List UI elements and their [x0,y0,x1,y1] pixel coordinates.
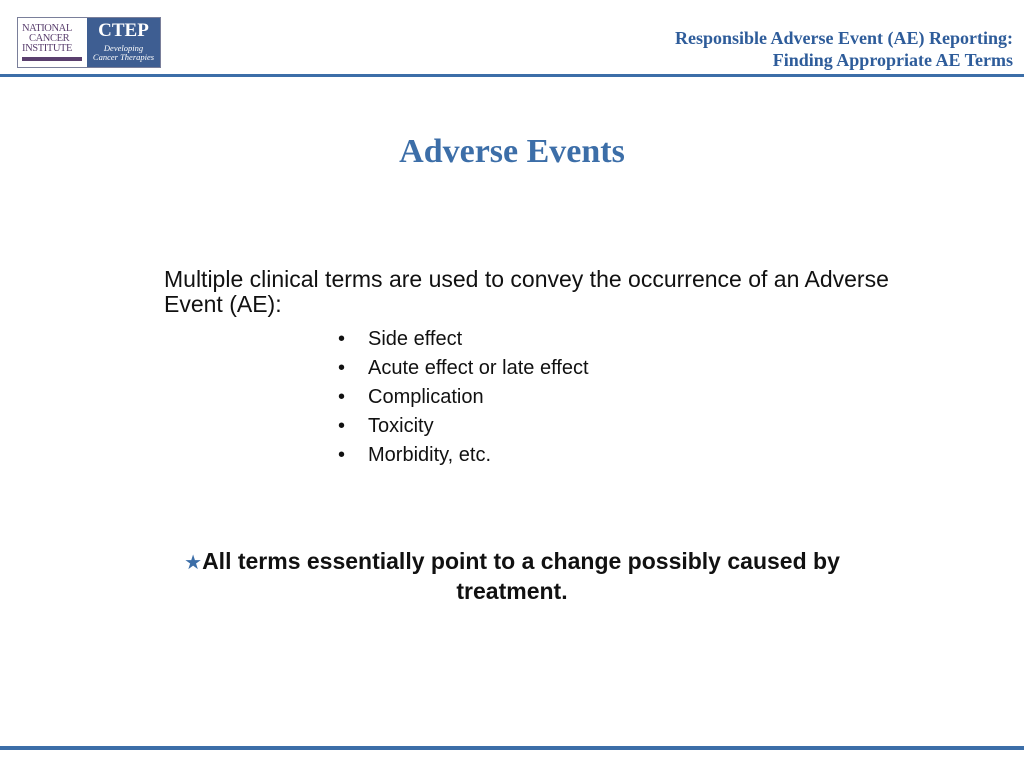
intro-text: Multiple clinical terms are used to convey the occurrence of an Adverse Event (AE): [164,266,889,317]
nci-logo-line: NATIONAL [22,23,72,34]
list-item-text: Toxicity [368,415,434,437]
callout [150,547,874,605]
ctep-tagline-line: Cancer Therapies [92,52,155,62]
slide-title: Adverse Events [399,133,625,170]
callout-text: All terms essentially point to a change possibly caused by treatment. [202,548,840,604]
bullet-icon: • [338,444,346,466]
list-item-text: Acute effect or late effect [368,357,589,379]
bullet-icon: • [338,415,346,437]
bullet-icon: • [338,386,346,408]
bullet-icon: • [338,357,346,379]
list-item [338,325,589,354]
ctep-logo [87,18,160,67]
nci-logo-line: CANCER [29,33,70,44]
list-item [338,383,589,412]
list-item [338,354,589,383]
nci-logo-rule [22,57,82,61]
header-title [675,27,1013,71]
footer-divider [0,746,1024,750]
star-icon: ★ [184,552,203,574]
bullet-list [338,325,589,470]
logo-group [17,17,161,68]
list-item [338,412,589,441]
header-title-line: Finding Appropriate AE Terms [772,50,1013,70]
ctep-logo-title: CTEP [98,20,149,41]
list-item-text: Side effect [368,328,463,350]
nci-logo-line: INSTITUTE [22,43,73,54]
list-item [338,441,589,470]
nci-logo [18,18,87,67]
header-divider [0,74,1024,77]
list-item-text: Morbidity, etc. [368,444,491,466]
bullet-icon: • [338,328,346,350]
list-item-text: Complication [368,386,484,408]
ctep-logo-tagline [87,44,160,62]
header-title-line: Responsible Adverse Event (AE) Reporting: [675,28,1013,48]
ctep-tagline-line: Developing [103,43,144,53]
